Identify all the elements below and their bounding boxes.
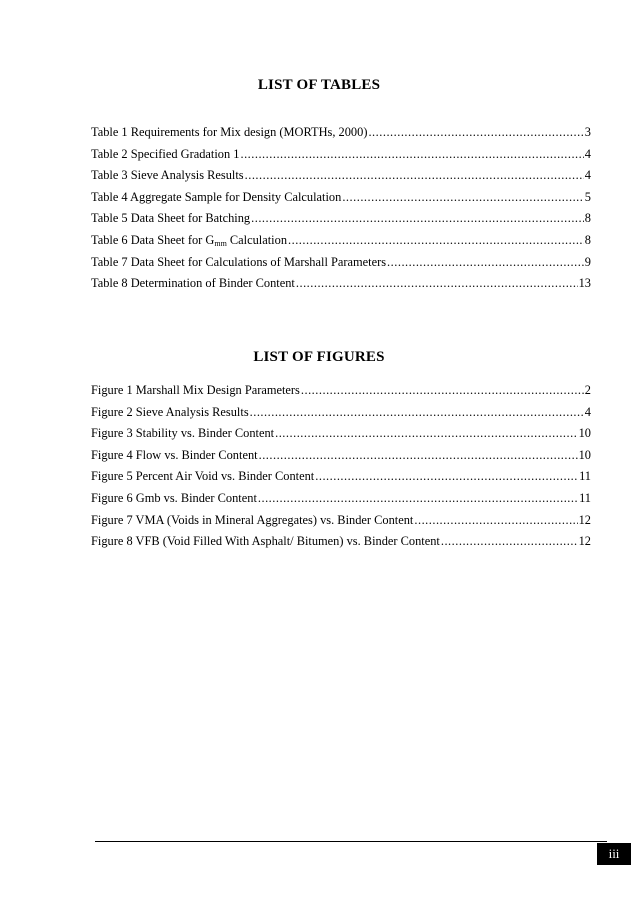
toc-entry-label-suffix: Calculation bbox=[226, 232, 288, 247]
toc-entry-page: 10 bbox=[578, 447, 591, 462]
toc-entry[interactable] bbox=[91, 252, 591, 274]
toc-entry[interactable] bbox=[91, 466, 591, 488]
toc-entry[interactable] bbox=[91, 510, 591, 532]
list-of-figures-heading: LIST OF FIGURES bbox=[253, 349, 385, 365]
toc-entry-label: Figure 8 VFB (Void Filled With Asphalt/ Bitumen) vs. Binder Content bbox=[91, 534, 440, 549]
toc-entry-page: 9 bbox=[584, 254, 591, 269]
toc-entry-page: 2 bbox=[584, 383, 591, 397]
toc-entry-page: 4 bbox=[584, 168, 591, 183]
toc-entry-label: Figure 2 Sieve Analysis Results bbox=[91, 404, 249, 419]
toc-entry[interactable] bbox=[91, 488, 591, 510]
toc-entry-label: Table 2 Specified Gradation 1 bbox=[91, 146, 240, 161]
toc-entry-label: Table 5 Data Sheet for Batching bbox=[91, 211, 251, 226]
dot-leader bbox=[342, 187, 583, 209]
toc-entry[interactable] bbox=[91, 402, 591, 424]
toc-entry-label: Figure 1 Marshall Mix Design Parameters bbox=[91, 383, 300, 397]
toc-entry[interactable] bbox=[91, 273, 591, 295]
dot-leader bbox=[288, 230, 584, 252]
dot-leader bbox=[245, 165, 584, 187]
toc-entry-label: Figure 7 VMA (Voids in Mineral Aggregates) vs. Binder Content bbox=[91, 512, 414, 527]
toc-entry[interactable] bbox=[91, 187, 591, 209]
toc-entry[interactable] bbox=[91, 144, 591, 166]
toc-entry-page: 5 bbox=[584, 189, 591, 204]
toc-entry-label-text: Table 6 Data Sheet for G bbox=[91, 232, 215, 247]
dot-leader bbox=[296, 273, 578, 295]
toc-entry[interactable] bbox=[91, 165, 591, 187]
toc-entry-page: 10 bbox=[578, 426, 591, 441]
toc-entry-label: Table 7 Data Sheet for Calculations of Marshall Parameters bbox=[91, 254, 387, 269]
toc-entry[interactable] bbox=[91, 531, 591, 553]
subscript-mm: mm bbox=[214, 238, 227, 248]
toc-entry-label: Table 3 Sieve Analysis Results bbox=[91, 168, 244, 183]
toc-entry-page: 11 bbox=[579, 469, 591, 484]
dot-leader bbox=[251, 208, 584, 230]
toc-entry-page: 3 bbox=[584, 125, 591, 139]
toc-entry-label: Table 8 Determination of Binder Content bbox=[91, 276, 295, 291]
toc-entry-page: 11 bbox=[579, 490, 591, 505]
toc-entry[interactable] bbox=[91, 445, 591, 467]
toc-entry-label: Table 4 Aggregate Sample for Density Calculation bbox=[91, 189, 342, 204]
toc-entry-page: 8 bbox=[584, 211, 591, 226]
toc-entry[interactable] bbox=[91, 380, 591, 402]
toc-entry-label: Figure 4 Flow vs. Binder Content bbox=[91, 447, 258, 462]
dot-leader bbox=[441, 531, 578, 553]
dot-leader bbox=[368, 122, 583, 144]
toc-entry-label: Figure 3 Stability vs. Binder Content bbox=[91, 426, 275, 441]
dot-leader bbox=[258, 488, 578, 510]
toc-entry-page: 8 bbox=[584, 232, 591, 247]
dot-leader bbox=[387, 252, 584, 274]
tables-list bbox=[91, 122, 591, 295]
dot-leader bbox=[240, 144, 583, 166]
dot-leader bbox=[315, 466, 578, 488]
toc-entry[interactable] bbox=[91, 208, 591, 230]
toc-entry-page: 4 bbox=[584, 404, 591, 419]
dot-leader bbox=[301, 380, 584, 402]
dot-leader bbox=[250, 402, 584, 424]
toc-entry-page: 12 bbox=[578, 534, 591, 549]
toc-entry-label: Figure 5 Percent Air Void vs. Binder Content bbox=[91, 469, 315, 484]
list-of-tables-heading: LIST OF TABLES bbox=[257, 77, 381, 93]
dot-leader bbox=[414, 510, 577, 532]
toc-entry-page: 12 bbox=[578, 512, 591, 527]
toc-entry[interactable] bbox=[91, 122, 591, 144]
toc-entry-page: 4 bbox=[584, 146, 591, 161]
page-number: iii bbox=[597, 843, 631, 865]
figures-list bbox=[91, 380, 591, 553]
toc-entry-page: 13 bbox=[578, 276, 591, 291]
dot-leader bbox=[275, 423, 578, 445]
toc-entry-label: Table 1 Requirements for Mix design (MORTHs, 2000) bbox=[91, 125, 368, 139]
toc-entry[interactable] bbox=[91, 230, 591, 252]
footer-rule bbox=[95, 841, 607, 842]
toc-entry[interactable] bbox=[91, 423, 591, 445]
toc-entry-label: Figure 6 Gmb vs. Binder Content bbox=[91, 490, 257, 505]
dot-leader bbox=[259, 445, 578, 467]
